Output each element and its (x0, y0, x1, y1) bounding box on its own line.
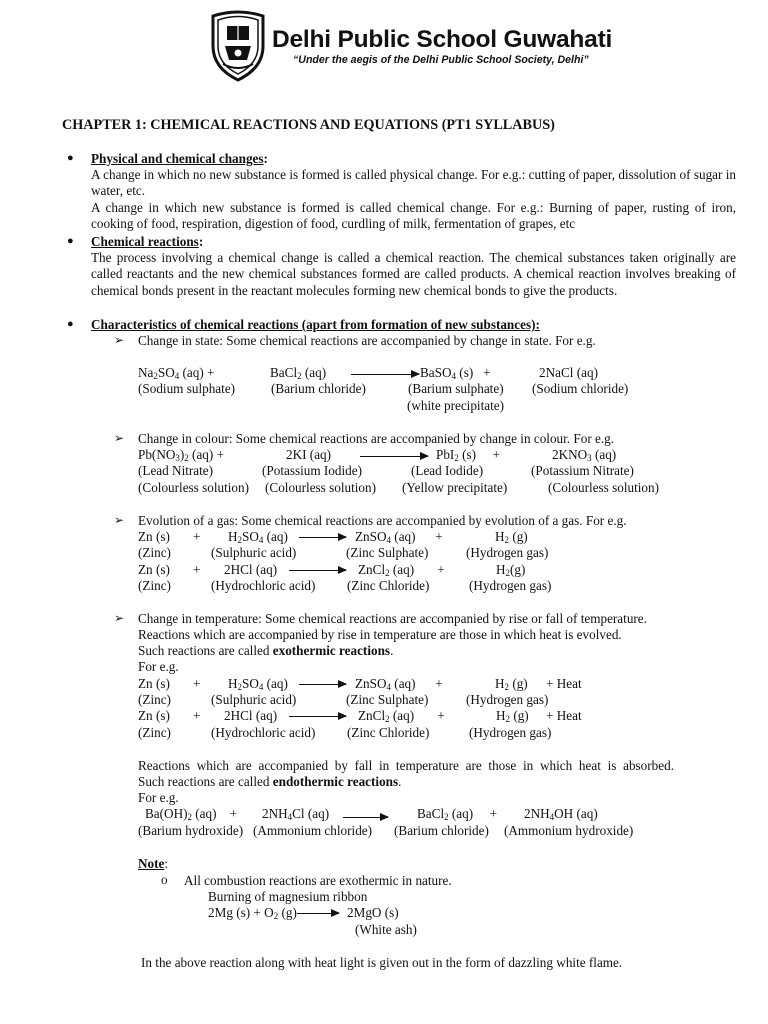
school-name: Delhi Public School Guwahati (272, 26, 613, 53)
note-text: (white precipitate) (407, 398, 505, 413)
school-crest-logo (209, 10, 267, 82)
section-heading: Characteristics of chemical reactions (apart from formation of new substances): (91, 317, 540, 332)
subsection-intro: Change in temperature: Some chemical reactions are accompanied by rise or fall of temperature. (138, 611, 647, 626)
reaction-arrow-icon (299, 684, 346, 685)
arrow-bullet-icon: ➢ (114, 611, 125, 625)
paragraph: Reactions which are accompanied by rise in temperature are those in which heat is evolved. (138, 627, 622, 642)
school-tagline: “Under the aegis of the Delhi Public School Society, Delhi” (293, 54, 589, 66)
names-row: (Zinc) (Hydrochloric acid) (Zinc Chloride) (Hydrogen gas) (138, 725, 552, 740)
paragraph: Reactions which are accompanied by fall in temperature are those in which heat is absorbed. (138, 758, 674, 773)
note-subtext: Burning of magnesium ribbon (208, 889, 368, 904)
names-row: (Barium hydroxide) (Ammonium chloride) (Barium chloride) (Ammonium hydroxide) (138, 823, 634, 838)
for-eg-label: For e.g. (138, 659, 179, 674)
reaction-arrow-icon (299, 537, 346, 538)
section-chemical-reactions: Chemical reactions: (91, 234, 204, 249)
paragraph: Such reactions are called exothermic reactions. (138, 643, 394, 658)
equation-row: $Pb(NO_3)_2$ (aq) + 2KI (aq) PbI$_2$ (s) + $2KNO_3$ (aq) (138, 447, 617, 464)
footer-paragraph: In the above reaction along with heat light is given out in the form of dazzling white flame. (141, 955, 623, 970)
arrow-bullet-icon: ➢ (114, 333, 125, 347)
section-heading: Chemical reactions (91, 234, 199, 249)
subsection-intro: Change in colour: Some chemical reactions are accompanied by change in colour. For e.g. (138, 431, 615, 446)
subsection-intro: Change in state: Some chemical reactions are accompanied by change in state. For e.g. (138, 333, 596, 348)
names-row: (Sodium sulphate) (Barium chloride) (Barium sulphate) (Sodium chloride) (138, 381, 629, 396)
reaction-arrow-icon (289, 570, 346, 571)
section-heading: Physical and chemical changes (91, 151, 264, 166)
names-row: (Zinc) (Sulphuric acid) (Zinc Sulphate) (Hydrogen gas) (138, 692, 549, 707)
names-row: (Zinc) (Hydrochloric acid) (Zinc Chloride) (Hydrogen gas) (138, 578, 552, 593)
arrow-bullet-icon: ➢ (114, 431, 125, 445)
equation-row: $Na_2SO_4$ (aq) + BaCl$_2$ (aq) BaSO$_4$ (s) + 2NaCl (aq) (138, 365, 598, 382)
note-heading: Note: (138, 856, 169, 871)
circle-bullet-icon: o (161, 872, 168, 887)
equation-row: 2Mg $(s) + O_2$ (g) 2MgO (s) (208, 905, 399, 922)
for-eg-label: For e.g. (138, 790, 179, 805)
equation-row: Zn (s) + 2HCl (aq) ZnCl$_2$ (aq) + $H_2(g)$ (138, 562, 526, 579)
paragraph: A change in which new substance is formed is called chemical change. For e.g.: Burning of paper, rusting of iron, cooking of food, respiration, digestion of food, curdling of milk, fermentation of grapes, etc (91, 200, 736, 232)
bullet-icon: ● (67, 235, 74, 247)
section-physical-chemical-changes: Physical and chemical changes: (91, 151, 268, 166)
product-note: (White ash) (355, 922, 417, 937)
term-endothermic: endothermic reactions (272, 774, 399, 789)
paragraph: A change in which no new substance is formed is called physical change. For e.g.: cutting of paper, dissolution of sugar in water, etc. (91, 167, 736, 199)
paragraph: The process involving a chemical change is called a chemical reaction. The chemical substances taken originally are called reactants and the new chemical substances formed are called products. A chemical reaction involves breaking of chemical bonds present in the reactant molecules forming new chemical bonds to give the products. (91, 250, 736, 298)
subsection-intro: Evolution of a gas: Some chemical reactions are accompanied by evolution of a gas. For e.g. (138, 513, 627, 528)
term-exothermic: exothermic reactions (272, 643, 391, 658)
equation-row: Zn (s) + 2HCl (aq) ZnCl$_2$ (aq) + $H_2$ (g) + Heat (138, 708, 582, 725)
names-row: (Colourless solution) (Colourless solution) (Yellow precipitate) (Colourless solution) (138, 480, 659, 495)
reaction-arrow-icon (297, 913, 339, 914)
reaction-arrow-icon (343, 817, 388, 818)
note-item: All combustion reactions are exothermic in nature. (184, 873, 452, 888)
paragraph: Such reactions are called endothermic reactions. (138, 774, 402, 789)
names-row: (Zinc) (Sulphuric acid) (Zinc Sulphate) (Hydrogen gas) (138, 545, 549, 560)
bullet-icon: ● (67, 152, 74, 164)
chapter-title: CHAPTER 1: CHEMICAL REACTIONS AND EQUATIONS (PT1 SYLLABUS) (62, 117, 555, 133)
bullet-icon: ● (67, 318, 74, 330)
equation-row: Zn (s) + $H_2SO_4$ (aq) ZnSO$_4$ (aq) + $H_2$ (g) + Heat (138, 676, 582, 693)
names-row: (Lead Nitrate) (Potassium Iodide) (Lead Iodide) (Potassium Nitrate) (138, 463, 634, 478)
reaction-arrow-icon (351, 374, 419, 375)
equation-row: Zn (s) + $H_2SO_4$ (aq) ZnSO$_4$ (aq) + $H_2$ (g) (138, 529, 528, 546)
reaction-arrow-icon (360, 456, 428, 457)
arrow-bullet-icon: ➢ (114, 513, 125, 527)
reaction-arrow-icon (289, 716, 346, 717)
equation-row: $Ba(OH)_2$ (aq) + $2NH_4Cl$ (aq) BaCl$_2$ (aq) + $2NH_4OH$ (aq) (145, 806, 598, 823)
